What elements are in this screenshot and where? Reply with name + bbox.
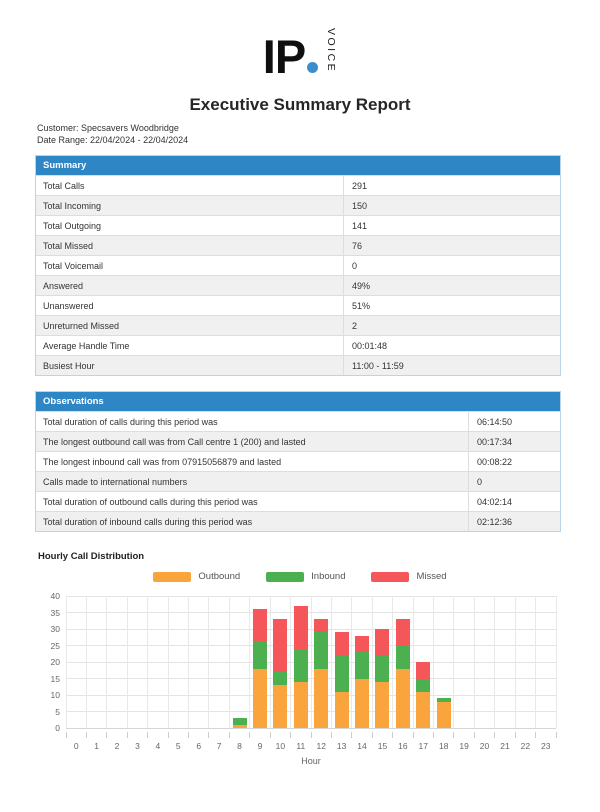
bar-segment-outbound-hour-17 — [416, 692, 430, 728]
x-axis-tick-label: 10 — [275, 741, 286, 751]
x-axis-tick-label: 6 — [196, 741, 202, 751]
x-gridline — [474, 596, 475, 728]
summary-table-header: Summary — [36, 156, 560, 175]
x-gridline — [249, 596, 250, 728]
row-value: 02:12:36 — [468, 512, 560, 531]
x-axis-tick-label: 4 — [155, 741, 161, 751]
x-axis-tick-label: 2 — [114, 741, 120, 751]
x-axis-tick-label: 12 — [316, 741, 326, 751]
row-value: 0 — [343, 256, 560, 275]
x-axis-tick — [433, 732, 434, 738]
bar-segment-inbound-hour-16 — [396, 646, 410, 669]
x-axis-tick — [249, 732, 250, 738]
row-label: Unanswered — [43, 300, 94, 311]
legend-label: Outbound — [198, 571, 241, 582]
x-gridline — [66, 596, 67, 728]
bar-segment-inbound-hour-11 — [294, 649, 308, 682]
company-logo — [0, 28, 600, 86]
row-value: 04:02:14 — [468, 492, 560, 511]
x-axis-tick — [453, 732, 454, 738]
x-axis-tick-label: 13 — [336, 741, 347, 751]
row-value: 150 — [343, 196, 560, 215]
chart-title: Hourly Call Distribution — [38, 551, 145, 562]
x-axis-tick-label: 0 — [73, 741, 79, 751]
x-axis-tick-label: 21 — [500, 741, 510, 751]
bar-segment-missed-hour-11 — [294, 606, 308, 649]
x-axis-tick-label: 8 — [237, 741, 242, 751]
row-label: Total Calls — [43, 180, 85, 191]
x-axis-tick-label: 3 — [135, 741, 140, 751]
row-label: Unreturned Missed — [43, 320, 120, 331]
row-label: Total Voicemail — [43, 260, 104, 271]
row-label: Calls made to international numbers — [43, 476, 188, 487]
legend-item-missed — [371, 571, 446, 582]
x-axis-tick-label: 5 — [175, 741, 181, 751]
bar-segment-missed-hour-9 — [253, 609, 267, 642]
bar-segment-inbound-hour-10 — [273, 672, 287, 685]
legend-item-outbound — [153, 571, 240, 582]
x-gridline — [453, 596, 454, 728]
y-axis-tick-label: 20 — [50, 657, 60, 667]
x-gridline — [556, 596, 557, 728]
y-axis-tick-label: 35 — [50, 607, 60, 618]
x-axis-tick-label: 19 — [459, 741, 469, 751]
observations-row — [36, 411, 560, 431]
x-gridline — [106, 596, 107, 728]
bar-segment-inbound-hour-14 — [355, 652, 369, 678]
x-gridline — [433, 596, 434, 728]
x-axis-tick — [290, 732, 291, 738]
bar-segment-inbound-hour-12 — [314, 632, 328, 668]
row-value: 76 — [343, 236, 560, 255]
x-gridline — [168, 596, 169, 728]
bar-segment-missed-hour-10 — [273, 619, 287, 672]
x-axis-tick — [168, 732, 169, 738]
x-gridline — [372, 596, 373, 728]
observations-row — [36, 491, 560, 511]
bar-segment-outbound-hour-13 — [335, 692, 349, 728]
x-axis-tick-label: 7 — [216, 741, 222, 751]
row-label: Average Handle Time — [43, 340, 130, 351]
summary-row — [36, 255, 560, 275]
bar-segment-inbound-hour-13 — [335, 655, 349, 691]
bar-segment-outbound-hour-18 — [437, 702, 451, 728]
observations-table — [35, 391, 561, 532]
summary-row — [36, 295, 560, 315]
summary-row — [36, 355, 560, 375]
x-axis-tick-label: 22 — [520, 741, 531, 751]
x-axis-tick-label: 17 — [418, 741, 429, 751]
x-axis-title: Hour — [301, 756, 321, 766]
observations-row — [36, 511, 560, 531]
x-axis-tick-label: 15 — [377, 741, 388, 751]
bar-segment-missed-hour-14 — [355, 636, 369, 653]
observations-table-header: Observations — [36, 392, 560, 411]
y-axis-tick-label: 10 — [50, 690, 60, 700]
row-value: 51% — [343, 296, 560, 315]
bar-segment-inbound-hour-8 — [233, 718, 247, 725]
x-axis-tick-label: 18 — [438, 741, 449, 751]
row-value: 00:08:22 — [468, 452, 560, 471]
legend-item-inbound — [266, 571, 345, 582]
bar-segment-missed-hour-12 — [314, 619, 328, 632]
legend-swatch-missed — [371, 572, 409, 582]
x-axis-tick-label: 14 — [357, 741, 367, 751]
bar-segment-outbound-hour-15 — [375, 682, 389, 728]
page-title: Executive Summary Report — [189, 95, 411, 114]
x-axis-tick — [106, 732, 107, 738]
summary-row — [36, 235, 560, 255]
row-label: Total duration of outbound calls during this period was — [43, 496, 258, 507]
row-label: Busiest Hour — [43, 360, 95, 371]
x-axis-tick — [229, 732, 230, 738]
bar-segment-missed-hour-16 — [396, 619, 410, 645]
bar-segment-inbound-hour-9 — [253, 642, 267, 668]
x-gridline — [290, 596, 291, 728]
observations-row — [36, 451, 560, 471]
y-axis-tick-label: 25 — [50, 640, 60, 651]
summary-row — [36, 335, 560, 355]
bar-segment-inbound-hour-17 — [416, 679, 430, 692]
bar-segment-outbound-hour-11 — [294, 682, 308, 728]
x-axis-tick — [127, 732, 128, 738]
x-axis-tick — [535, 732, 536, 738]
observations-row — [36, 471, 560, 491]
x-axis-tick — [556, 732, 557, 738]
x-gridline — [208, 596, 209, 728]
row-label: Total Incoming — [43, 200, 102, 211]
row-value: 00:01:48 — [343, 336, 560, 355]
x-axis-tick — [351, 732, 352, 738]
x-axis-tick-label: 11 — [296, 741, 306, 751]
y-axis-tick-label: 15 — [50, 673, 60, 684]
legend-label: Inbound — [311, 571, 346, 582]
row-value: 0 — [468, 472, 560, 491]
x-axis-tick-label: 16 — [398, 741, 408, 751]
row-label: Total duration of calls during this period was — [43, 416, 218, 427]
x-axis-tick — [494, 732, 495, 738]
bar-segment-inbound-hour-18 — [437, 698, 451, 701]
row-value: 2 — [343, 316, 560, 335]
customer-line: Customer: Specsavers Woodbridge — [37, 123, 179, 133]
x-axis-tick — [413, 732, 414, 738]
x-axis-tick — [66, 732, 67, 738]
bar-segment-missed-hour-15 — [375, 629, 389, 655]
x-gridline — [351, 596, 352, 728]
x-gridline — [535, 596, 536, 728]
x-gridline — [127, 596, 128, 728]
chart-plot-area — [50, 591, 556, 751]
x-axis-tick — [208, 732, 209, 738]
x-axis-tick-label: 20 — [479, 741, 490, 751]
x-axis-tick — [86, 732, 87, 738]
row-value: 49% — [343, 276, 560, 295]
summary-row — [36, 175, 560, 195]
row-value: 141 — [343, 216, 560, 235]
x-gridline — [147, 596, 148, 728]
date-range-line: Date Range: 22/04/2024 - 22/04/2024 — [37, 134, 189, 145]
x-gridline — [188, 596, 189, 728]
row-value: 291 — [343, 176, 560, 195]
y-axis-tick-label: 30 — [50, 624, 60, 634]
x-axis-tick — [147, 732, 148, 738]
x-gridline — [413, 596, 414, 728]
x-gridline — [515, 596, 516, 728]
x-gridline — [270, 596, 271, 728]
x-gridline — [311, 596, 312, 728]
logo-dot-icon — [307, 62, 318, 73]
summary-row — [36, 215, 560, 235]
bar-segment-inbound-hour-15 — [375, 655, 389, 681]
bar-segment-missed-hour-13 — [335, 632, 349, 655]
x-axis-tick-label: 23 — [541, 741, 551, 751]
logo-ip-text: IP — [263, 31, 318, 83]
x-gridline — [494, 596, 495, 728]
x-axis-tick — [392, 732, 393, 738]
row-value: 06:14:50 — [468, 412, 560, 431]
row-value: 11:00 - 11:59 — [343, 356, 560, 375]
row-label: Answered — [43, 280, 84, 291]
x-gridline — [331, 596, 332, 728]
legend-swatch-outbound — [153, 572, 191, 582]
logo-voice-text: VOICE — [325, 28, 338, 74]
y-axis-tick-label: 5 — [55, 706, 60, 717]
report-meta — [37, 123, 188, 146]
row-label: Total Outgoing — [43, 220, 102, 231]
x-axis-tick — [474, 732, 475, 738]
summary-row — [36, 275, 560, 295]
bar-segment-outbound-hour-14 — [355, 679, 369, 729]
bar-segment-missed-hour-17 — [416, 662, 430, 679]
y-axis-tick-label: 40 — [50, 591, 60, 601]
x-axis-tick — [270, 732, 271, 738]
summary-row — [36, 195, 560, 215]
bar-segment-outbound-hour-12 — [314, 669, 328, 728]
x-axis-tick — [331, 732, 332, 738]
legend-label: Missed — [416, 571, 447, 582]
bar-segment-outbound-hour-16 — [396, 669, 410, 728]
bar-segment-outbound-hour-10 — [273, 685, 287, 728]
x-gridline — [229, 596, 230, 728]
bar-segment-outbound-hour-8 — [233, 725, 247, 728]
summary-table — [35, 155, 561, 376]
row-label: The longest outbound call was from Call centre 1 (200) and lasted — [43, 436, 306, 447]
chart-legend — [0, 571, 600, 582]
x-axis-tick — [515, 732, 516, 738]
row-label: The longest inbound call was from 07915056879 and lasted — [43, 456, 282, 467]
x-axis-tick — [372, 732, 373, 738]
observations-row — [36, 431, 560, 451]
x-gridline — [86, 596, 87, 728]
y-axis-tick-label: 0 — [55, 723, 60, 733]
summary-row — [36, 315, 560, 335]
row-label: Total duration of inbound calls during this period was — [43, 516, 253, 527]
x-axis-tick — [311, 732, 312, 738]
legend-swatch-inbound — [266, 572, 304, 582]
x-gridline — [392, 596, 393, 728]
x-axis-tick — [188, 732, 189, 738]
row-value: 00:17:34 — [468, 432, 560, 451]
bar-segment-outbound-hour-9 — [253, 669, 267, 728]
row-label: Total Missed — [43, 240, 94, 251]
x-axis-tick-label: 1 — [94, 741, 99, 751]
x-axis-tick-label: 9 — [257, 741, 263, 751]
